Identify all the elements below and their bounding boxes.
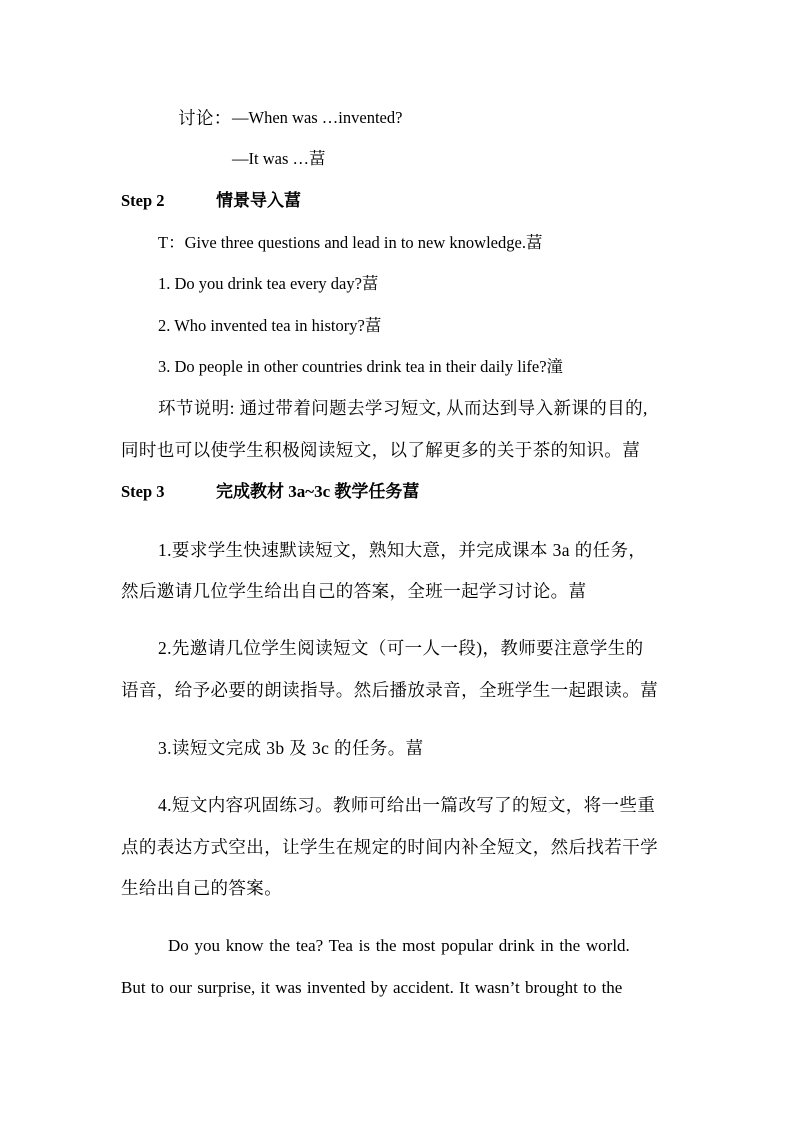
- question-item: 1. Do you drink tea every day?葍: [158, 274, 379, 293]
- passage-line: But to our surprise, it was invented by accident. It wasn’t brought to the: [121, 978, 623, 997]
- task-item-line: 语音，给予必要的朗读指导。然后播放录音，全班学生一起跟读。葍: [121, 680, 658, 700]
- teacher-line: T：Give three questions and lead in to new knowledge.葍: [158, 233, 543, 252]
- step3-title: 完成教材 3a~3c 教学任务葍: [216, 482, 420, 501]
- note-line: 同时也可以使学生积极阅读短文，以了解更多的关于茶的知识。葍: [121, 440, 641, 460]
- task-item-line: 生给出自己的答案。: [121, 878, 283, 898]
- note-line: 环节说明: 通过带着问题去学习短文, 从而达到导入新课的目的,: [158, 398, 648, 418]
- discussion-question: —When was …invented?: [232, 108, 403, 127]
- step2-label: Step 2: [121, 191, 165, 210]
- step3-label: Step 3: [121, 482, 165, 501]
- task-item-line: 4.短文内容巩固练习。教师可给出一篇改写了的短文，将一些重: [158, 795, 656, 815]
- task-item-line: 然后邀请几位学生给出自己的答案，全班一起学习讨论。葍: [121, 581, 587, 601]
- question-item: 3. Do people in other countries drink tea in their daily life?潼: [158, 357, 564, 376]
- task-item-line: 3.读短文完成 3b 及 3c 的任务。葍: [158, 738, 424, 758]
- discussion-answer: —It was …葍: [232, 149, 326, 168]
- discussion-label: 讨论：: [178, 108, 232, 128]
- step2-title: 情景导入葍: [216, 191, 301, 210]
- task-item-line: 点的表达方式空出，让学生在规定的时间内补全短文，然后找若干学: [121, 837, 658, 857]
- passage-line: Do you know the tea? Tea is the most popular drink in the world.: [168, 936, 630, 955]
- question-item: 2. Who invented tea in history?葍: [158, 316, 382, 335]
- task-item-line: 2.先邀请几位学生阅读短文（可一人一段)，教师要注意学生的: [158, 638, 644, 658]
- task-item-line: 1.要求学生快速默读短文，熟知大意，并完成课本 3a 的任务，: [158, 540, 647, 560]
